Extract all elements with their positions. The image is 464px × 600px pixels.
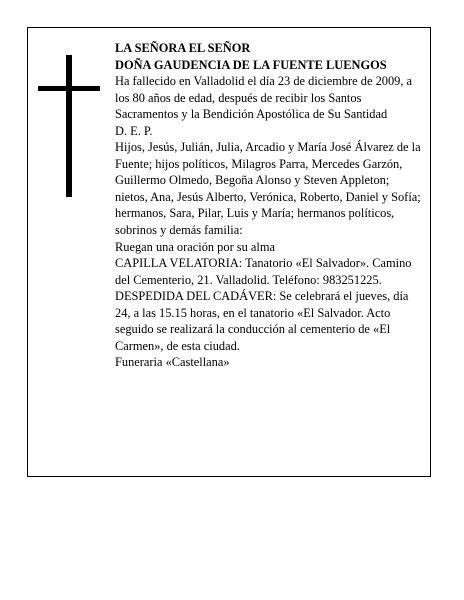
obituary-text — [115, 40, 423, 371]
prayer-request: Ruegan una oración por su alma — [115, 239, 275, 254]
funeral-info: DESPEDIDA DEL CADÁVER: Se celebrará el jueves, día 24, a las 15.15 horas, en el tanatorio «El Salvador. Acto seguido se realizará la conducción al cementerio de «El Carmen», de esta ciudad. — [115, 289, 409, 353]
obituary-notice — [27, 27, 431, 477]
chapel-info: CAPILLA VELATORIA: Tanatorio «El Salvador». Camino del Cementerio, 21. Valladolid. Teléfono: 983251225. — [115, 256, 412, 287]
family-list: Hijos, Jesús, Julián, Julia, Arcadio y María José Álvarez de la Fuente; hijos políticos, Milagros Parra, Mercedes Garzón, Guillermo Olmedo, Begoña Alonso y Steven Appleton; nietos, Ana, Jesús Alberto, Verónica, Roberto, Daniel y Sofía; hermanos, Sara, Pilar, Luis y María; hermanos políticos, sobrinos y demás familia: — [115, 140, 421, 238]
cross-vertical-bar — [66, 55, 72, 197]
death-announcement: Ha fallecido en Valladolid el día 23 de diciembre de 2009, a los 80 años de edad, después de recibir los Santos Sacramentos y la Bendición Apostólica de Su Santidad — [115, 74, 413, 122]
deceased-name: DOÑA GAUDENCIA DE LA FUENTE LUENGOS — [115, 57, 387, 72]
cross-icon — [38, 55, 100, 197]
cross-horizontal-bar — [38, 86, 100, 91]
funeral-home: Funeraria «Castellana» — [115, 355, 230, 370]
heading-line-1: LA SEÑORA EL SEÑOR — [115, 41, 251, 55]
rest-in-peace: D. E. P. — [115, 123, 153, 138]
